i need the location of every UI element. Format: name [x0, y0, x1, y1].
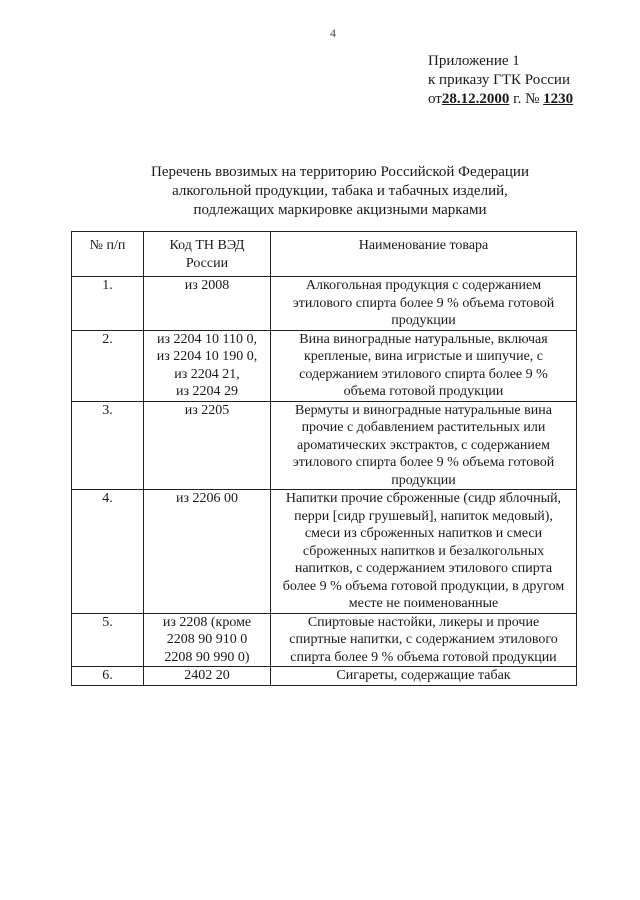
appendix-header	[428, 52, 573, 109]
row-name-line: Сигареты, содержащие табак	[336, 668, 511, 683]
row-name-line: прочие с добавлением растительных или	[301, 420, 546, 435]
row-name	[271, 490, 577, 614]
row-name-line: месте не поименованные	[348, 596, 499, 611]
row-name	[271, 277, 577, 331]
header-code-line-1: Код ТН ВЭД	[169, 238, 245, 253]
table-row	[72, 401, 577, 490]
table-header-row	[72, 232, 577, 277]
row-name	[271, 613, 577, 667]
order-date: 28.12.2000	[441, 91, 510, 107]
order-number: 1230	[543, 91, 574, 107]
goods-table	[71, 231, 577, 686]
title-line-3: подлежащих маркировке акцизными марками	[193, 202, 487, 218]
row-code-line: из 2204 10 110 0,	[156, 331, 257, 347]
row-name-line: крепленые, вина игристые и шипучие, с	[303, 349, 544, 364]
row-name-line: напитков, с содержанием этилового спирта	[294, 561, 553, 576]
document-title	[70, 163, 610, 220]
title-line-2: алкогольной продукции, табака и табачных изделий,	[172, 183, 508, 199]
row-code-line: из 2208 (кроме	[162, 614, 252, 630]
row-num: 6.	[72, 667, 144, 686]
header-code-line-2: России	[185, 255, 229, 271]
row-code	[144, 277, 271, 331]
row-name-line: Вина виноградные натуральные, включая	[299, 331, 548, 347]
row-name-line: спирта более 9 % объема готовой продукции	[290, 649, 557, 665]
row-name	[271, 401, 577, 490]
row-code-line: из 2204 10 190 0,	[156, 349, 258, 364]
row-code-line: из 2008	[184, 278, 230, 293]
page-number: 4	[330, 26, 336, 40]
row-code-line: из 2206 00	[175, 491, 239, 506]
table-body	[72, 277, 577, 686]
table-row	[72, 667, 577, 686]
row-name	[271, 330, 577, 401]
row-name-line: смеси из сброженных напитков и смеси	[304, 526, 543, 541]
row-name-line: более 9 % объема готовой продукции, в другом	[282, 578, 565, 594]
header-code	[144, 232, 271, 277]
row-name-line: содержанием этилового спирта более 9 %	[299, 366, 548, 382]
row-name-line: продукции	[391, 472, 456, 488]
table-row	[72, 490, 577, 614]
row-name-line: этилового спирта более 9 % объема готовой	[292, 455, 555, 470]
row-num: 5.	[72, 613, 144, 667]
row-num: 2.	[72, 330, 144, 401]
table-row	[72, 330, 577, 401]
table-row	[72, 613, 577, 667]
appendix-line-2: к приказу ГТК России	[428, 72, 570, 88]
row-num: 3.	[72, 401, 144, 490]
row-code	[144, 330, 271, 401]
row-name-line: этилового спирта более 9 % объема готовой	[292, 295, 555, 311]
row-code-line: из 2204 21,	[174, 366, 240, 382]
row-name-line: перри [сидр грушевый], напиток медовый),	[294, 508, 553, 524]
row-code-line: 2208 90 910 0	[166, 632, 248, 647]
title-line-1: Перечень ввозимых на территорию Российской Федерации	[151, 164, 529, 180]
row-name-line: объема готовой продукции	[343, 384, 504, 399]
row-code	[144, 490, 271, 614]
row-code	[144, 667, 271, 686]
row-code	[144, 401, 271, 490]
header-num: № п/п	[72, 232, 144, 277]
appendix-number-label: г. №	[509, 91, 544, 107]
row-name-line: Вермуты и виноградные натуральные вина	[295, 402, 552, 418]
appendix-from-label: от	[428, 91, 442, 107]
row-code-line: из 2205	[184, 402, 230, 418]
row-name-line: продукции	[391, 313, 456, 328]
appendix-line-1: Приложение 1	[428, 53, 520, 69]
row-num: 4.	[72, 490, 144, 614]
appendix-line-3	[428, 90, 573, 109]
row-name-line: Алкогольная продукция с содержанием	[305, 278, 542, 293]
table-row	[72, 277, 577, 331]
row-name-line: спиртные напитки, с содержанием этилового	[289, 632, 558, 647]
row-code	[144, 613, 271, 667]
row-code-line: из 2204 29	[175, 384, 239, 399]
row-name-line: сброженных напитков и безалкогольных	[302, 543, 545, 559]
header-name: Наименование товара	[271, 232, 577, 277]
row-name-line: Спиртовые настойки, ликеры и прочие	[307, 614, 540, 630]
row-name-line: Напитки прочие сброженные (сидр яблочный,	[285, 491, 562, 506]
row-code-line: 2402 20	[184, 668, 230, 683]
row-num: 1.	[72, 277, 144, 331]
row-name-line: ароматических экстрактов, с содержанием	[297, 437, 550, 453]
row-code-line: 2208 90 990 0)	[164, 649, 250, 665]
row-name	[271, 667, 577, 686]
